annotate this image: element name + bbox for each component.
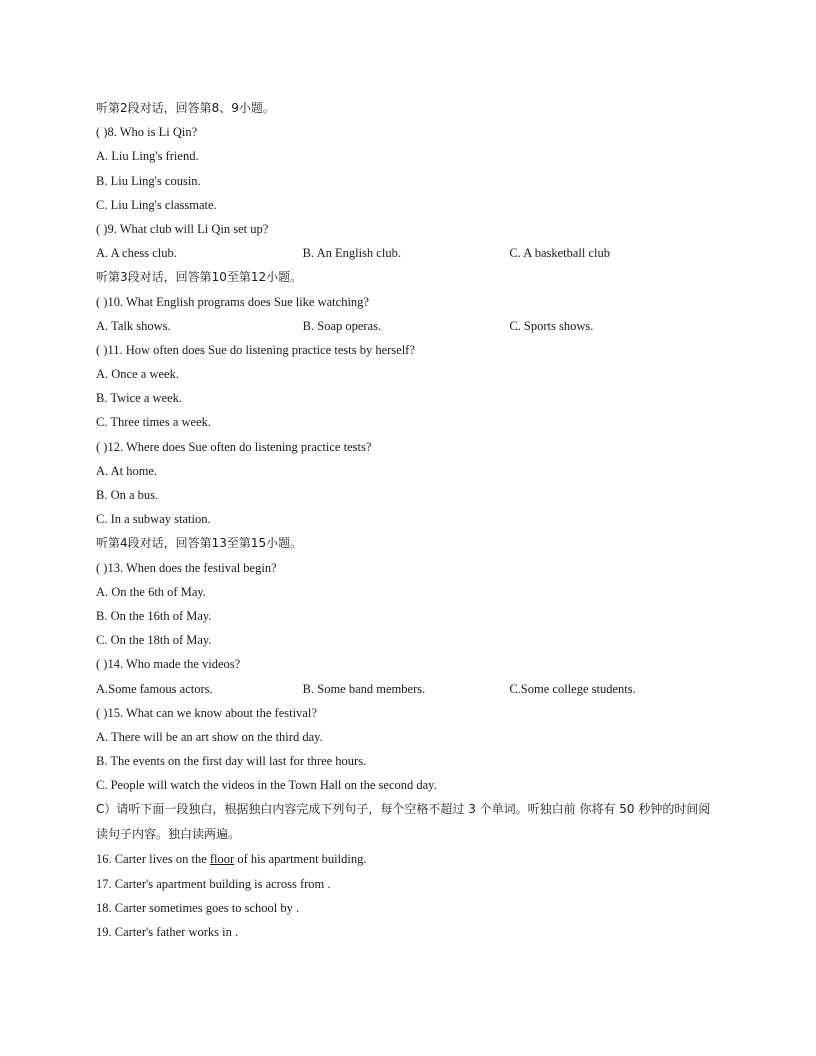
q14-options [96,677,716,701]
question-15: ( )15. What can we know about the festival? [96,705,317,720]
q9-option-b: B. An English club. [302,246,401,261]
q9-option-a: A. A chess club. [96,246,177,261]
sentence-19: 19. Carter's father works in . [96,925,239,939]
q13-option-b: B. On the 16th of May. [96,608,212,623]
section2-heading: 听第2段对话，回答第8、9小题。 [96,101,275,115]
sentence-16-start: 16. Carter lives on the [96,852,210,867]
q8-option-a: A. Liu Ling's friend. [96,149,199,164]
q10-option-b: B. Soap operas. [302,318,382,333]
q11-option-a: A. Once a week. [96,367,179,382]
q15-option-a: A. There will be an art show on the third day. [96,729,323,744]
q13-option-a: A. On the 6th of May. [96,584,206,599]
q11-option-b: B. Twice a week. [96,391,183,406]
q12-option-a: A. At home. [96,463,158,478]
q9-options [96,241,716,265]
sentence-16-answer: floor [209,852,235,867]
section-c-instructions: C）请听下面一段独白，根据独白内容完成下列句子，每个空格不超过 3 个单词。听独白前 你将有 50 秒钟的时间阅读句子内容。独白读两遍。 [96,802,711,842]
q11-option-c: C. Three times a week. [96,415,212,430]
sentence-17: 17. Carter's apartment building is across from . [96,876,331,891]
sentence-16 [96,847,716,871]
question-13: ( )13. When does the festival begin? [96,560,277,575]
q8-option-c: C. Liu Ling's classmate. [96,197,217,212]
q14-option-b: B. Some band members. [302,681,426,696]
q12-option-b: B. On a bus. [96,488,159,502]
question-12: ( )12. Where does Sue often do listening practice tests? [96,439,372,454]
sentence-18: 18. Carter sometimes goes to school by . [96,900,300,915]
sentence-16-end: of his apartment building. [234,852,367,867]
question-8: ( )8. Who is Li Qin? [96,125,198,140]
q14-option-a: A.Some famous actors. [96,681,213,696]
q14-option-c: C.Some college students. [509,681,636,696]
question-9: ( )9. What club will Li Qin set up? [96,221,269,236]
q13-option-c: C. On the 18th of May. [96,633,212,648]
question-11: ( )11. How often does Sue do listening practice tests by herself? [96,342,415,357]
section4-heading: 听第4段对话，回答第13至第15小题。 [96,536,303,551]
q12-option-c: C. In a subway station. [96,512,211,527]
question-10: ( )10. What English programs does Sue like watching? [96,294,369,309]
section3-heading: 听第3段对话，回答第10至第12小题。 [96,270,303,285]
exam-content [96,96,716,944]
question-14: ( )14. Who made the videos? [96,657,241,672]
q10-option-c: C. Sports shows. [509,318,594,333]
q8-option-b: B. Liu Ling's cousin. [96,173,201,188]
q15-option-b: B. The events on the first day will last for three hours. [96,754,367,769]
q15-option-c: C. People will watch the videos in the Town Hall on the second day. [96,778,437,793]
q9-option-c: C. A basketball club [509,246,611,261]
q10-options [96,314,716,338]
q10-option-a: A. Talk shows. [96,318,171,333]
